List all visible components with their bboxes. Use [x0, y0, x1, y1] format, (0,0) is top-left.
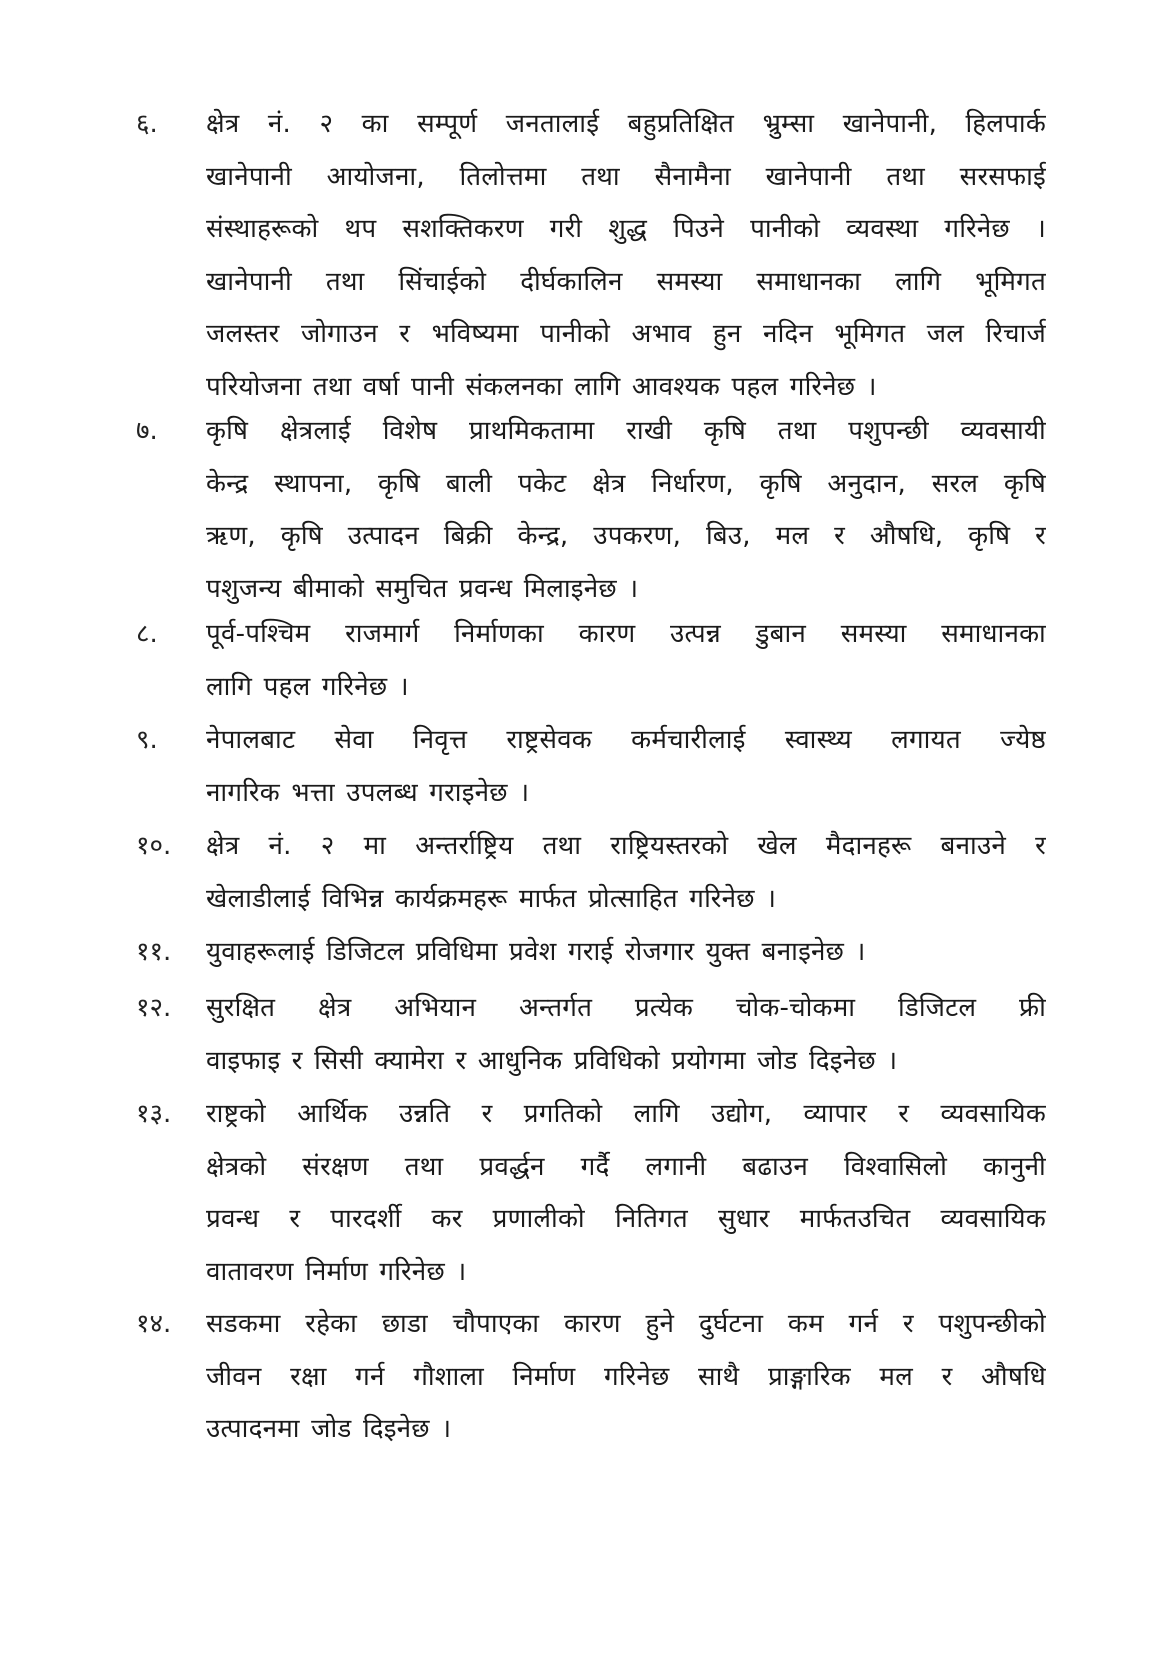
text-line: क्षेत्रको संरक्षण तथा प्रवर्द्धन गर्दै लगानी बढाउन विश्वासिलो कानुनी [206, 1151, 1046, 1182]
text-line: परियोजना तथा वर्षा पानी संकलनका लागि आवश्यक पहल गरिनेछ । [206, 371, 877, 402]
text-line: ऋण, कृषि उत्पादन बिक्री केन्द्र, उपकरण, बिउ, मल र औषधि, कृषि र [206, 521, 1046, 551]
list-item-13 [136, 1088, 1046, 1298]
item-text [206, 926, 1046, 979]
list-item-12 [136, 982, 1046, 1087]
list-item-8 [136, 608, 1046, 713]
item-text [206, 405, 1046, 615]
text-line: वातावरण निर्माण गरिनेछ । [206, 1256, 467, 1287]
text-line: कृषि क्षेत्रलाई विशेष प्राथमिकतामा राखी कृषि तथा पशुपन्छी व्यवसायी [206, 416, 1046, 446]
item-number: ९. [136, 725, 158, 755]
list-item-7 [136, 405, 1046, 615]
item-number: ७. [136, 416, 158, 446]
text-line: केन्द्र स्थापना, कृषि बाली पकेट क्षेत्र निर्धारण, कृषि अनुदान, सरल कृषि [206, 468, 1046, 499]
text-line: जलस्तर जोगाउन र भविष्यमा पानीको अभाव हुन नदिन भूमिगत जल रिचार्ज [206, 319, 1046, 349]
text-line: नेपालबाट सेवा निवृत्त राष्ट्रसेवक कर्मचारीलाई स्वास्थ्य लगायत ज्येष्ठ [206, 725, 1046, 755]
list-item-10 [136, 820, 1046, 925]
item-number: १४. [136, 1309, 172, 1339]
item-number: १०. [136, 831, 172, 861]
item-text [206, 982, 1046, 1087]
item-number: ११. [136, 937, 172, 967]
text-line: उत्पादनमा जोड दिइनेछ । [206, 1414, 452, 1444]
item-number: १३. [136, 1099, 172, 1129]
text-line: क्षेत्र नं. २ का सम्पूर्ण जनतालाई बहुप्रतिक्षित भ्रुम्सा खानेपानी, हिलपार्क [206, 109, 1046, 139]
item-number: १२. [136, 993, 172, 1023]
text-line: युवाहरूलाई डिजिटल प्रविधिमा प्रवेश गराई रोजगार युक्त बनाइनेछ । [206, 937, 866, 967]
list-item-9 [136, 714, 1046, 819]
item-number: ८. [136, 619, 158, 649]
item-text [206, 714, 1046, 819]
text-line: खानेपानी आयोजना, तिलोत्तमा तथा सैनामैना खानेपानी तथा सरसफाई [206, 161, 1046, 192]
text-line: वाइफाइ र सिसी क्यामेरा र आधुनिक प्रविधिको प्रयोगमा जोड दिइनेछ । [206, 1045, 898, 1076]
item-text [206, 608, 1046, 713]
list-item-11 [136, 926, 1046, 979]
text-line: सडकमा रहेका छाडा चौपाएका कारण हुने दुर्घटना कम गर्न र पशुपन्छीको [206, 1309, 1046, 1339]
text-line: प्रवन्ध र पारदर्शी कर प्रणालीको नितिगत सुधार मार्फतउचित व्यवसायिक [206, 1204, 1046, 1234]
text-line: क्षेत्र नं. २ मा अन्तर्राष्ट्रिय तथा राष्ट्रियस्तरको खेल मैदानहरू बनाउने र [206, 831, 1046, 861]
list-item-6 [136, 98, 1046, 413]
text-line: सुरक्षित क्षेत्र अभियान अन्तर्गत प्रत्येक चोक-चोकमा डिजिटल फ्री [206, 993, 1046, 1023]
text-line: नागरिक भत्ता उपलब्ध गराइनेछ । [206, 777, 530, 808]
item-text [206, 98, 1046, 413]
text-line: संस्थाहरूको थप सशक्तिकरण गरी शुद्ध पिउने पानीको व्यवस्था गरिनेछ । [206, 214, 1046, 244]
text-line: खानेपानी तथा सिंचाईको दीर्घकालिन समस्या समाधानका लागि भूमिगत [206, 266, 1046, 297]
text-line: लागि पहल गरिनेछ । [206, 671, 409, 702]
text-line: खेलाडीलाई विभिन्न कार्यक्रमहरू मार्फत प्रोत्साहित गरिनेछ । [206, 883, 777, 914]
text-line: पशुजन्य बीमाको समुचित प्रवन्ध मिलाइनेछ । [206, 573, 639, 604]
list-item-14 [136, 1298, 1046, 1456]
item-text [206, 1298, 1046, 1456]
item-text [206, 1088, 1046, 1298]
text-line: जीवन रक्षा गर्न गौशाला निर्माण गरिनेछ साथै प्राङ्गारिक मल र औषधि [206, 1361, 1046, 1392]
text-line: पूर्व-पश्चिम राजमार्ग निर्माणका कारण उत्पन्न डुबान समस्या समाधानका [206, 619, 1046, 649]
item-text [206, 820, 1046, 925]
text-line: राष्ट्रको आर्थिक उन्नति र प्रगतिको लागि उद्योग, व्यापार र व्यवसायिक [206, 1099, 1046, 1129]
item-number: ६. [136, 109, 158, 139]
